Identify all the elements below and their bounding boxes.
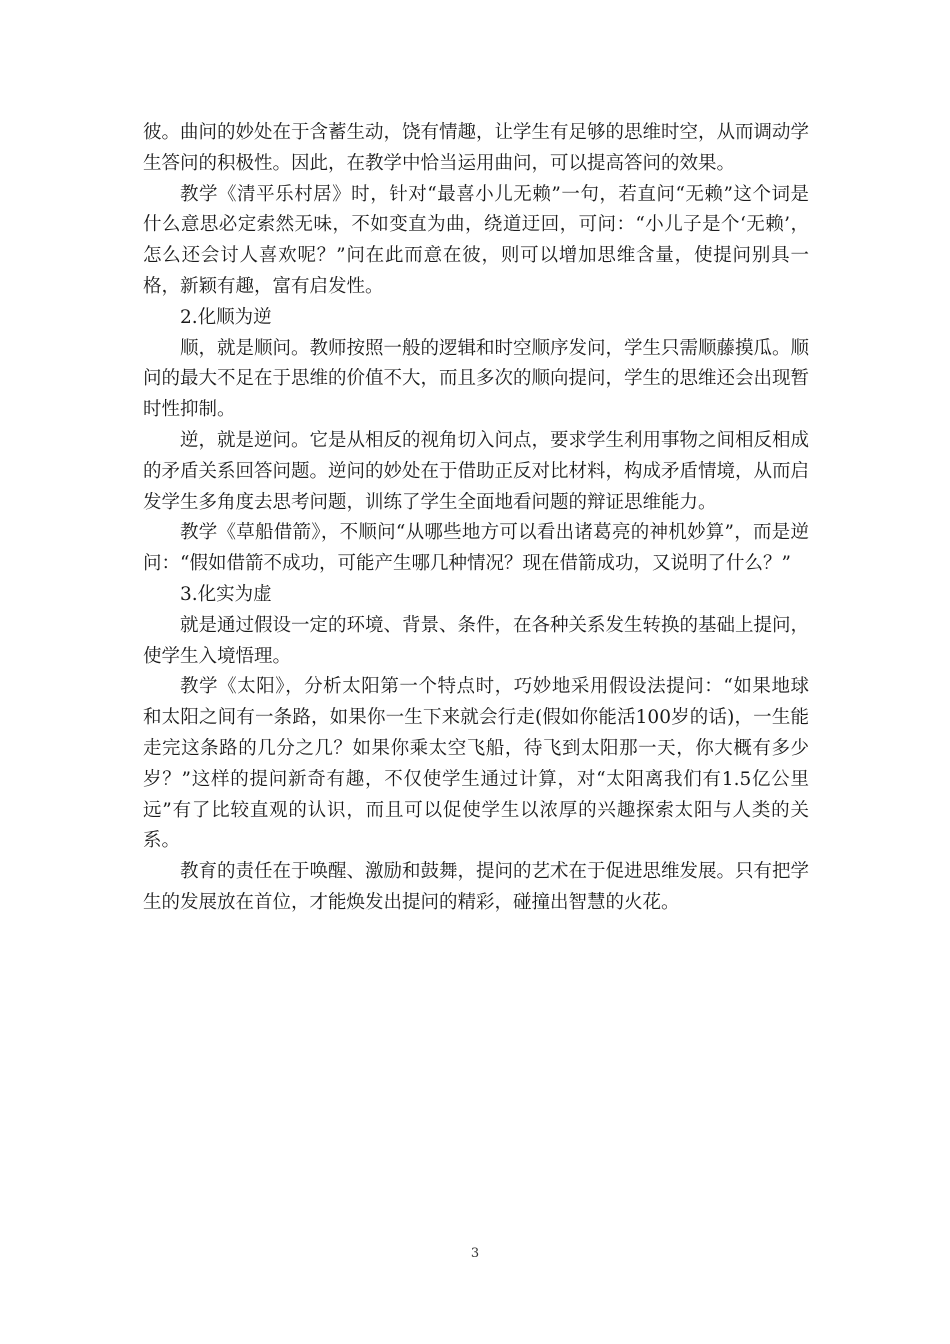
paragraph-shun-wen: 顺，就是顺问。教师按照一般的逻辑和时空顺序发问，学生只需顺藤摸瓜。顺问的最大不足在于思维的价值不大，而且多次的顺向提问，学生的思维还会出现暂时性抑制。 bbox=[143, 337, 810, 421]
paragraph-qingpingle-example: 教学《清平乐村居》时，针对“最喜小儿无赖”一句，若直问“无赖”这个词是什么意思必定索然无味，不如变直为曲，绕道迂回，可问：“小儿子是个‘无赖’，怎么还会讨人喜欢呢？”问在此而意在彼，则可以增加思维含量，使提问别具一格，新颖有趣，富有启发性。 bbox=[143, 183, 809, 297]
paragraph-conclusion: 教育的责任在于唤醒、激励和鼓舞，提问的艺术在于促进思维发展。只有把学生的发展放在首位，才能焕发出提问的精彩，碰撞出智慧的火花。 bbox=[143, 861, 810, 913]
paragraph-taiyang-example: 教学《太阳》，分析太阳第一个特点时，巧妙地采用假设法提问：“如果地球和太阳之间有一条路，如果你一生下来就会行走(假如你能活100岁的话)，一生能走完这条路的几分之几？如果你乘太空飞船，待飞到太阳那一天，你大概有多少岁？”这样的提问新奇有趣，不仅使学生通过计算，对“太阳离我们有1.5亿公里远”有了比较直观的认识，而且可以促使学生以浓厚的兴趣探索太阳与人类的关系。 bbox=[143, 676, 809, 852]
page-number: 3 bbox=[470, 1246, 480, 1261]
section-heading-3: 3.化实为虚 bbox=[180, 583, 272, 605]
paragraph-continuation: 彼。曲问的妙处在于含蓄生动，饶有情趣，让学生有足够的思维时空，从而调动学生答问的积极性。因此，在教学中恰当运用曲问，可以提高答问的效果。 bbox=[143, 122, 810, 174]
paragraph-ni-wen: 逆，就是逆问。它是从相反的视角切入问点，要求学生利用事物之间相反相成的矛盾关系回答问题。逆问的妙处在于借助正反对比材料，构成矛盾情境，从而启发学生多角度去思考问题，训练了学生全面地看问题的辩证思维能力。 bbox=[143, 429, 810, 513]
document-body bbox=[143, 118, 809, 919]
section-heading-2: 2.化顺为逆 bbox=[180, 306, 272, 328]
paragraph-hua-shi-wei-xu: 就是通过假设一定的环境、背景、条件，在各种关系发生转换的基础上提问，使学生入境悟理。 bbox=[143, 614, 810, 667]
paragraph-caochuan-example: 教学《草船借箭》，不顺问“从哪些地方可以看出诸葛亮的神机妙算”，而是逆问：“假如借箭不成功，可能产生哪几种情况？现在借箭成功，又说明了什么？” bbox=[143, 522, 809, 575]
